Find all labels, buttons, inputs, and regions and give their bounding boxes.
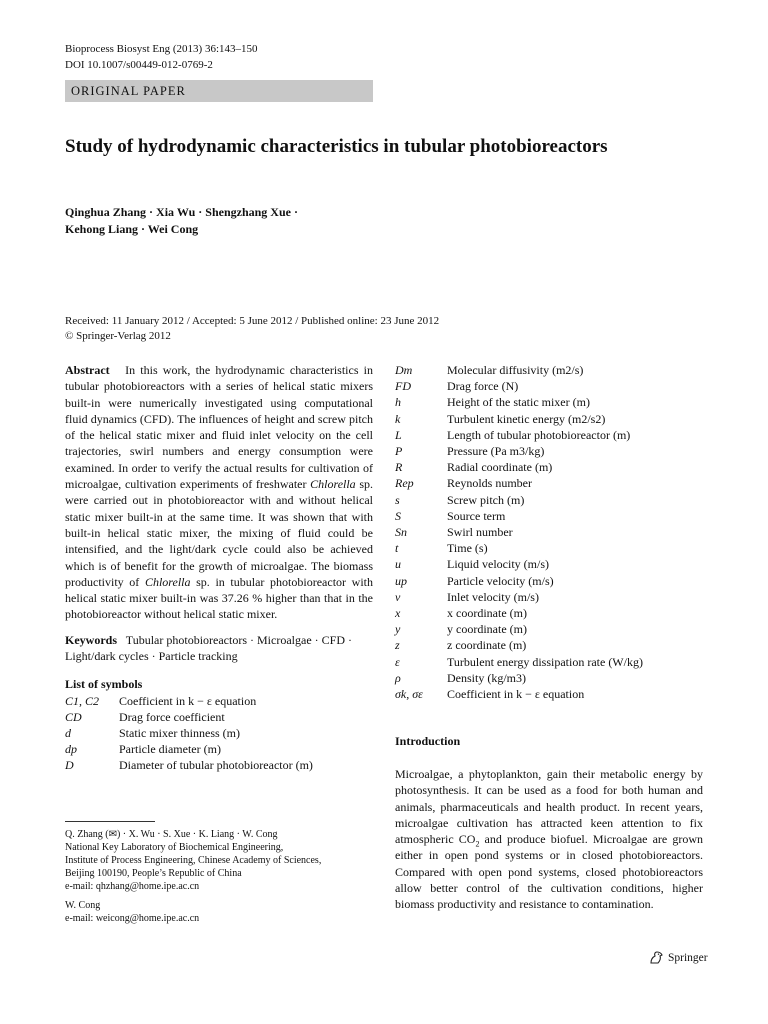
symbol-description: Inlet velocity (m/s) (447, 589, 539, 604)
symbol-description: Particle diameter (m) (119, 742, 221, 757)
symbol-description: Diameter of tubular photobioreactor (m) (119, 758, 313, 773)
symbol-row (395, 654, 643, 670)
symbol-row (395, 573, 643, 589)
affiliation-institute: Institute of Process Engineering, Chinese Academy of Sciences, (65, 855, 322, 866)
symbol-row (395, 362, 643, 378)
symbol-description: y coordinate (m) (447, 622, 527, 637)
abstract-text: sp. were carried out in photobioreactor with and without helical static mixer built-in at the same time. It was shown that with built-in helical static mixer, the mixing of fluid could be intensified, and the light/dark cycle could also be achieved which is of benefit for the growth of microalgae. The biomass productivity of (65, 477, 374, 589)
symbol: FD (395, 379, 411, 394)
symbol-row (65, 757, 313, 773)
subscript: 2 (475, 839, 480, 849)
symbol-row (65, 741, 313, 757)
symbol: dp (65, 742, 77, 757)
symbol-row (395, 378, 643, 394)
symbol: h (395, 395, 401, 410)
symbol-row (395, 605, 643, 621)
right-column (395, 362, 705, 702)
affiliation-lab: National Key Laboratory of Biochemical Engineering, (65, 842, 284, 853)
authors-line: Qinghua Zhang · Xia Wu · Shengzhang Xue · (65, 205, 298, 219)
publisher-name: Springer (668, 952, 708, 964)
symbol: D (65, 758, 74, 773)
keywords (65, 632, 373, 665)
journal-header (65, 41, 258, 73)
symbol-description: Pressure (Pa m3/kg) (447, 444, 545, 459)
symbol-description: Screw pitch (m) (447, 492, 525, 507)
symbol: CD (65, 709, 82, 724)
symbol-description: Time (s) (447, 541, 488, 556)
symbol-row (395, 492, 643, 508)
symbol: k (395, 411, 401, 426)
symbol-row (395, 508, 643, 524)
symbol: d (65, 726, 71, 741)
symbol-description: Coefficient in k − ε equation (447, 687, 585, 702)
keywords-text: Tubular photobioreactors · Microalgae · CFD · Light/dark cycles · Particle tracking (65, 632, 352, 664)
abstract-label: Abstract (65, 363, 110, 377)
symbol-row (395, 589, 643, 605)
symbols-table-right (395, 362, 643, 702)
symbol-row (395, 443, 643, 459)
symbol-row (65, 709, 313, 725)
authors (65, 204, 465, 238)
symbol: y (395, 622, 401, 637)
affiliation-authors: Q. Zhang (✉) · X. Wu · S. Xue · K. Liang · W. Cong (65, 829, 278, 840)
symbol-description: Drag force (N) (447, 379, 519, 394)
affiliation-author: W. Cong (65, 900, 101, 911)
symbol: L (395, 427, 402, 442)
publication-dates (65, 314, 439, 344)
symbol-description: Turbulent kinetic energy (m2/s2) (447, 411, 606, 426)
abstract-text: In this work, the hydrodynamic characteristics in tubular photobioreactors with a series of helical static mixers built-in were numerically investigated using computational fluid dynamics (CFD). The influences of height and screw pitch of the helical static mixer and fluid inlet velocity on the cell trajectories, swirl numbers and energy consumption were examined. In order to verify the actual results for cultivation of microalgae, cultivation experiments of freshwater (65, 363, 373, 492)
abstract-text: sp. in tubular photobioreactor with helical static mixer built-in was 37.26 % higher than that in the photobioreactor without helical static mixer. (65, 574, 373, 622)
symbol-row (395, 556, 643, 572)
symbols-table-left (65, 693, 313, 774)
symbol-row (395, 394, 643, 410)
symbol-row (395, 621, 643, 637)
springer-horse-icon (648, 951, 664, 965)
symbol: Dm (395, 363, 413, 377)
symbol: v (395, 589, 401, 604)
symbol-row (65, 725, 313, 741)
left-column (65, 362, 373, 774)
symbol-description: Density (kg/m3) (447, 670, 526, 685)
symbol: R (395, 460, 403, 475)
symbol: ρ (395, 670, 401, 685)
symbol-description: Reynolds number (447, 476, 532, 491)
footnote-divider (65, 821, 155, 822)
affiliation-address: Beijing 100190, People’s Republic of China (65, 868, 242, 879)
copyright: © Springer-Verlag 2012 (65, 330, 171, 342)
symbol-description: Coefficient in k − ε equation (119, 693, 257, 708)
symbol: x (395, 606, 401, 621)
symbol-row (395, 524, 643, 540)
history-dates: Received: 11 January 2012 / Accepted: 5 June 2012 / Published online: 23 June 2012 (65, 315, 440, 327)
symbol-description: Particle velocity (m/s) (447, 573, 554, 588)
symbol-description: Molecular diffusivity (m2/s) (447, 363, 584, 377)
symbol-description: Swirl number (447, 525, 513, 540)
symbol-description: Source term (447, 508, 506, 523)
symbol: Sn (395, 525, 407, 540)
symbol-description: Turbulent energy dissipation rate (W/kg) (447, 654, 643, 669)
symbol: Rep (395, 476, 414, 491)
affiliation-email: e-mail: weicong@home.ipe.ac.cn (65, 913, 200, 924)
symbol: t (395, 541, 399, 556)
affiliation (65, 828, 365, 931)
symbol-row (395, 411, 643, 427)
species-name: Chlorella (310, 477, 356, 492)
symbol: up (395, 573, 407, 588)
intro-text: Microalgae, a phytoplankton, gain their metabolic energy by photosynthesis. It can be used as a food for both human and animals, pharmaceuticals and health product. In recent years, microalgae cultivation has attracted keen attention to fix atmospheric CO (395, 767, 703, 847)
symbol: ε (395, 654, 400, 669)
introduction-heading: Introduction (395, 734, 461, 748)
symbol-description: Radial coordinate (m) (447, 460, 553, 475)
keywords-label: Keywords (65, 632, 117, 647)
symbol: u (395, 557, 401, 572)
symbol-description: Liquid velocity (m/s) (447, 557, 549, 572)
symbol-row (395, 686, 643, 702)
symbol-row (395, 459, 643, 475)
symbol: s (395, 492, 400, 507)
species-name: Chlorella (144, 574, 191, 589)
symbol-description: Drag force coefficient (119, 709, 225, 724)
symbol: σk, σε (395, 687, 423, 702)
symbol-row (65, 693, 313, 709)
symbol-row (395, 540, 643, 556)
symbol: S (395, 508, 401, 523)
symbol: z (395, 638, 400, 653)
publisher-logo (648, 951, 708, 965)
abstract (65, 362, 373, 623)
symbol-description: Height of the static mixer (m) (447, 395, 590, 410)
symbol-description: Static mixer thinness (m) (119, 726, 240, 741)
symbol: C1, C2 (65, 693, 100, 708)
symbol-row (395, 670, 643, 686)
introduction-text (395, 766, 703, 913)
intro-text: and produce biofuel. Microalgae are grown either in open pond systems or in closed photobioreactors. Compared with open pond systems, closed photobioreactors allow better control of the cultivation conditions, higher biomass productivity and resistance to contamination. (395, 832, 703, 912)
journal-citation: Bioprocess Biosyst Eng (2013) 36:143–150 (65, 43, 258, 55)
authors-line: Kehong Liang · Wei Cong (65, 222, 199, 236)
symbol-description: z coordinate (m) (447, 638, 527, 653)
article-type-banner: ORIGINAL PAPER (65, 80, 373, 102)
affiliation-email: e-mail: qhzhang@home.ipe.ac.cn (65, 881, 200, 892)
symbol: P (395, 444, 403, 459)
symbol-description: Length of tubular photobioreactor (m) (447, 427, 631, 442)
symbols-title: List of symbols (65, 677, 143, 692)
symbol-row (395, 427, 643, 443)
paper-title: Study of hydrodynamic characteristics in tubular photobioreactors (65, 136, 608, 157)
symbol-row (395, 637, 643, 653)
symbol-description: x coordinate (m) (447, 606, 527, 621)
doi: DOI 10.1007/s00449-012-0769-2 (65, 59, 213, 71)
symbol-row (395, 475, 643, 491)
